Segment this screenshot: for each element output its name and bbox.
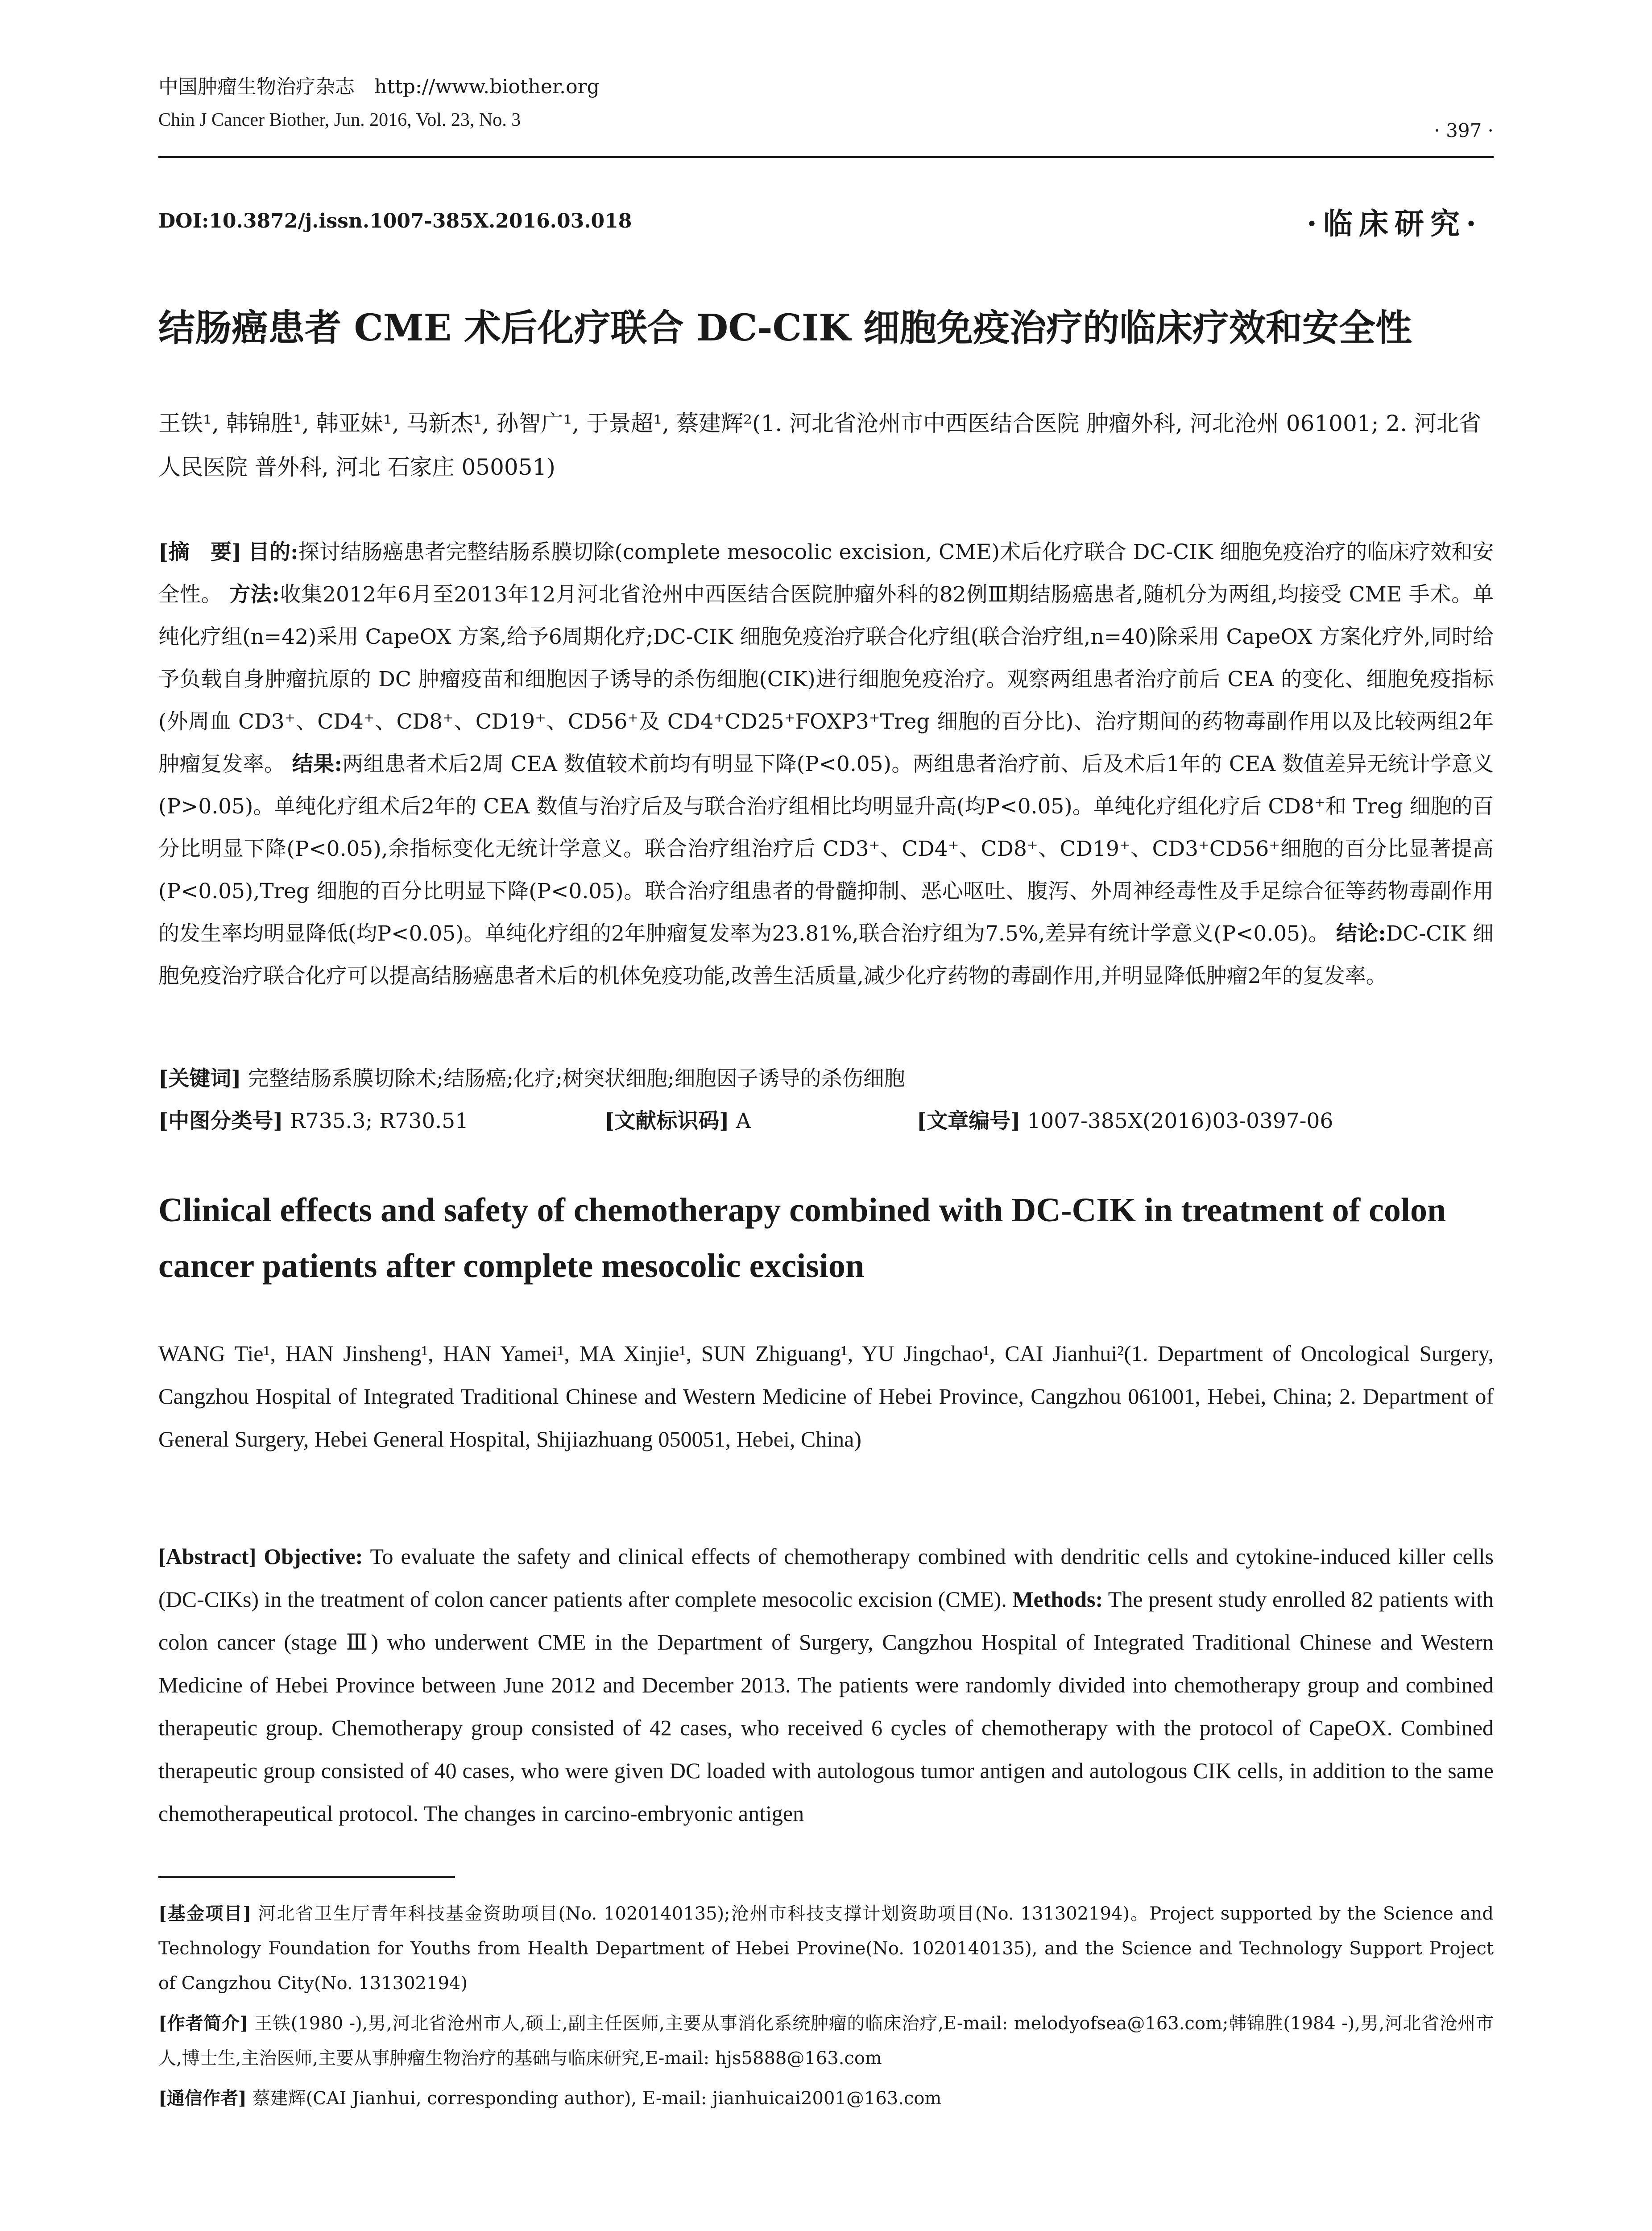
corresponding-text: 蔡建辉(CAI Jianhui, corresponding author), E-mail: jianhuicai2001@163.com	[252, 2088, 942, 2109]
footnote-corresponding	[158, 2081, 1494, 2116]
en-objective-label: Objective:	[264, 1544, 363, 1569]
cn-abstract-label: [摘 要]	[158, 540, 242, 564]
doc-code-value: A	[736, 1109, 751, 1133]
fund-label: [基金项目]	[158, 1903, 252, 1924]
cn-objective-label: 目的:	[248, 540, 298, 564]
cn-methods-label: 方法:	[229, 582, 280, 607]
doi: DOI:10.3872/j.issn.1007-385X.2016.03.018	[158, 210, 632, 232]
author-info-label: [作者简介]	[158, 2013, 248, 2034]
fund-text: 河北省卫生厅青年科技基金资助项目(No. 1020140135);沧州市科技支撑计划资助项目(No. 131302194)。Project supported by the Science and Technology Foundation for Youths from Health Department of Hebei Provine(No. 1020140135), and the Science and Technology Support Project of Cangzhou City(No. 131302194)	[158, 1903, 1494, 1994]
cn-keywords-label: [关键词]	[158, 1066, 241, 1091]
header-rule	[158, 156, 1494, 158]
en-title: Clinical effects and safety of chemotherapy combined with DC-CIK in treatment of colon cancer patients after complete mesocolic excision	[158, 1191, 1446, 1285]
article-no-label: [文章编号]	[917, 1109, 1021, 1133]
page-number: · 397 ·	[1434, 120, 1494, 141]
cn-methods: 收集2012年6月至2013年12月河北省沧州中西医结合医院肿瘤外科的82例Ⅲ期结肠癌患者,随机分为两组,均接受 CME 手术。单纯化疗组(n=42)采用 CapeOX 方案,给予6周期化疗;DC-CIK 细胞免疫治疗联合化疗组(联合治疗组,n=40)除采用 CapeOX 方案化疗外,同时给予负载自身肿瘤抗原的 DC 肿瘤疫苗和细胞因子诱导的杀伤细胞(CIK)进行细胞免疫治疗。观察两组患者治疗前后 CEA 的变化、细胞免疫指标(外周血 CD3⁺、CD4⁺、CD8⁺、CD19⁺、CD56⁺及 CD4⁺CD25⁺FOXP3⁺Treg 细胞的百分比)、治疗期间的药物毒副作用以及比较两组2年肿瘤复发率。	[158, 582, 1494, 776]
en-abstract-label: [Abstract]	[158, 1544, 257, 1569]
cn-classification-line	[158, 1104, 1494, 1134]
cn-authors: 王铁¹, 韩锦胜¹, 韩亚妹¹, 马新杰¹, 孙智广¹, 于景超¹, 蔡建辉²(1. 河北省沧州市中西医结合医院 肿瘤外科, 河北沧州 061001; 2. 河北省人民医院 普外科, 河北 石家庄 050051)	[158, 411, 1481, 480]
clc-value: R735.3; R730.51	[290, 1109, 468, 1133]
footnotes	[158, 1896, 1494, 2121]
corresponding-label: [通信作者]	[158, 2088, 247, 2109]
footnote-author	[158, 2006, 1494, 2076]
article-no-value: 1007-385X(2016)03-0397-06	[1027, 1109, 1333, 1133]
cn-keywords-line	[158, 1062, 1494, 1092]
doc-code-label: [文献标识码]	[604, 1109, 729, 1133]
footnote-fund	[158, 1896, 1494, 2001]
section-label: ·临床研究·	[1307, 206, 1482, 241]
journal-citation: Chin J Cancer Biother, Jun. 2016, Vol. 23, No. 3	[158, 110, 521, 130]
cn-results-label: 结果:	[292, 752, 342, 776]
en-objective: To evaluate the safety and clinical effects of chemotherapy combined with dendritic cells and cytokine-induced killer cells (DC-CIKs) in the treatment of colon cancer patients after complete mesocolic excision (CME).	[158, 1544, 1494, 1612]
cn-keywords: 完整结肠系膜切除术;结肠癌;化疗;树突状细胞;细胞因子诱导的杀伤细胞	[248, 1066, 905, 1091]
en-abstract	[158, 1535, 1494, 1835]
cn-conclusion-label: 结论:	[1336, 921, 1386, 946]
footnote-rule	[158, 1876, 455, 1878]
cn-conclusion: DC-CIK 细胞免疫治疗联合化疗可以提高结肠癌患者术后的机体免疫功能,改善生活质量,减少化疗药物的毒副作用,并明显降低肿瘤2年的复发率。	[158, 921, 1494, 988]
en-methods: The present study enrolled 82 patients with colon cancer (stage Ⅲ) who underwent CME in the Department of Surgery, Cangzhou Hospital of Integrated Traditional Chinese and Western Medicine of Hebei Province between June 2012 and December 2013. The patients were randomly divided into chemotherapy group and combined therapeutic group. Chemotherapy group consisted of 42 cases, who received 6 cycles of chemotherapy with the protocol of CapeOX. Combined therapeutic group consisted of 40 cases, who were given DC loaded with autologous tumor antigen and autologous CIK cells, in addition to the same chemotherapeutical protocol. The changes in carcino-embryonic antigen	[158, 1587, 1494, 1826]
en-methods-label: Methods:	[1012, 1587, 1103, 1612]
cn-title: 结肠癌患者 CME 术后化疗联合 DC-CIK 细胞免疫治疗的临床疗效和安全性	[158, 307, 1412, 349]
cn-abstract	[158, 531, 1494, 997]
en-authors: WANG Tie¹, HAN Jinsheng¹, HAN Yamei¹, MA Xinjie¹, SUN Zhiguang¹, YU Jingchao¹, CAI Jianhui²(1. Department of Oncological Surgery, Cangzhou Hospital of Integrated Traditional Chinese and Western Medicine of Hebei Province, Cangzhou 061001, Hebei, China; 2. Department of General Surgery, Hebei General Hospital, Shijiazhuang 050051, Hebei, China)	[158, 1341, 1494, 1451]
clc-label: [中图分类号]	[158, 1109, 283, 1133]
journal-header: 中国肿瘤生物治疗杂志 http://www.biother.org	[158, 75, 600, 98]
cn-objective: 探讨结肠癌患者完整结肠系膜切除(complete mesocolic excision, CME)术后化疗联合 DC-CIK 细胞免疫治疗的临床疗效和安全性。	[158, 540, 1494, 607]
author-info-text: 王铁(1980 -),男,河北省沧州市人,硕士,副主任医师,主要从事消化系统肿瘤的临床治疗,E-mail: melodyofsea@163.com;韩锦胜(1984 -),男,河北省沧州市人,博士生,主治医师,主要从事肿瘤生物治疗的基础与临床研究,E-mail: hjs5888@163.com	[158, 2013, 1494, 2069]
cn-results: 两组患者术后2周 CEA 数值较术前均有明显下降(P<0.05)。两组患者治疗前、后及术后1年的 CEA 数值差异无统计学意义(P>0.05)。单纯化疗组术后2年的 CEA 数值与治疗后及与联合治疗组相比均明显升高(均P<0.05)。单纯化疗组化疗后 CD8⁺和 Treg 细胞的百分比明显下降(P<0.05),余指标变化无统计学意义。联合治疗组治疗后 CD3⁺、CD4⁺、CD8⁺、CD19⁺、CD3⁺CD56⁺细胞的百分比显著提高(P<0.05),Treg 细胞的百分比明显下降(P<0.05)。联合治疗组患者的骨髓抑制、恶心呕吐、腹泻、外周神经毒性及手足综合征等药物毒副作用的发生率均明显降低(均P<0.05)。单纯化疗组的2年肿瘤复发率为23.81%,联合治疗组为7.5%,差异有统计学意义(P<0.05)。	[158, 752, 1494, 946]
